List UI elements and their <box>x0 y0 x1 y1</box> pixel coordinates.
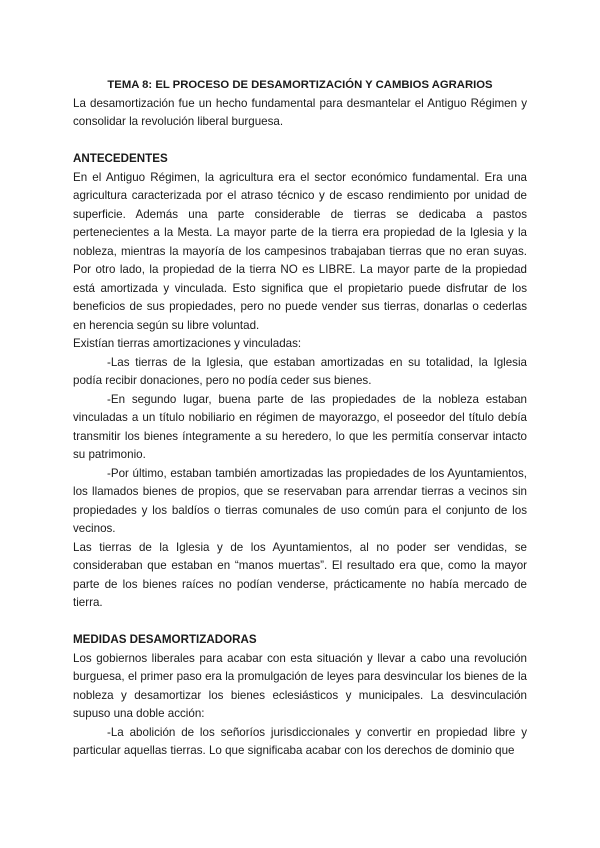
list-item-paragraph: -En segundo lugar, buena parte de las propiedades de la nobleza estaban vinculadas a un título nobiliario en régimen de mayorazgo, el poseedor del título debía transmitir los bienes íntegramente a su heredero, lo que les permitía conservar intacto su patrimonio. <box>73 392 527 461</box>
paragraph: En el Antiguo Régimen, la agricultura era el sector económico fundamental. Era una agricultura caracterizada por el atraso técnico y de escaso rendimiento por unidad de superficie. Además una parte considerable de tierras se dedicaba a pastos pertenecientes a la Mesta. La mayor parte de la tierra era propiedad de la Iglesia y la nobleza, mientras la mayoría de los campesinos trabajaban tierras que no eran suyas. Por otro lado, la propiedad de la tierra NO es LIBRE. La mayor parte de la propiedad está amortizada y vinculada. Esto significa que el propietario puede disfrutar de los beneficios de sus propiedades, pero no puede vender sus tierras, donarlas o cederlas en herencia según su libre voluntad. <box>73 170 527 332</box>
document-body <box>73 76 527 761</box>
document-title: TEMA 8: EL PROCESO DE DESAMORTIZACIÓN Y CAMBIOS AGRARIOS <box>107 79 493 91</box>
list-item-paragraph: -La abolición de los señoríos jurisdiccionales y convertir en propiedad libre y particular aquellas tierras. Lo que significaba acabar con los derechos de dominio que <box>73 725 527 757</box>
list-item-paragraph: -Por último, estaban también amortizadas las propiedades de los Ayuntamientos, los llamados bienes de propios, que se reservaban para arrendar tierras a vecinos sin propiedades y los baldíos o tierras comunales de uso común para el conjunto de los vecinos. <box>73 466 527 535</box>
list-item-paragraph: -Las tierras de la Iglesia, que estaban amortizadas en su totalidad, la Iglesia podía recibir donaciones, pero no podía ceder sus bienes. <box>73 355 527 387</box>
intro-paragraph: La desamortización fue un hecho fundamental para desmantelar el Antiguo Régimen y consolidar la revolución liberal burguesa. <box>73 96 527 128</box>
section-heading-medidas: MEDIDAS DESAMORTIZADORAS <box>73 633 257 646</box>
spacer <box>73 613 527 632</box>
spacer <box>73 132 527 151</box>
paragraph: Las tierras de la Iglesia y de los Ayuntamientos, al no poder ser vendidas, se consideraban que estaban en “manos muertas”. El resultado era que, como la mayor parte de los bienes raíces no podían venderse, prácticamente no había mercado de tierra. <box>73 540 527 609</box>
paragraph: Los gobiernos liberales para acabar con esta situación y llevar a cabo una revolución burguesa, el primer paso era la promulgación de leyes para desvincular los bienes de la nobleza y desamortizar los bienes eclesiásticos y municipales. La desvinculación supuso una doble acción: <box>73 651 527 720</box>
section-heading-antecedentes: ANTECEDENTES <box>73 152 168 165</box>
paragraph: Existían tierras amortizaciones y vinculadas: <box>73 337 302 350</box>
